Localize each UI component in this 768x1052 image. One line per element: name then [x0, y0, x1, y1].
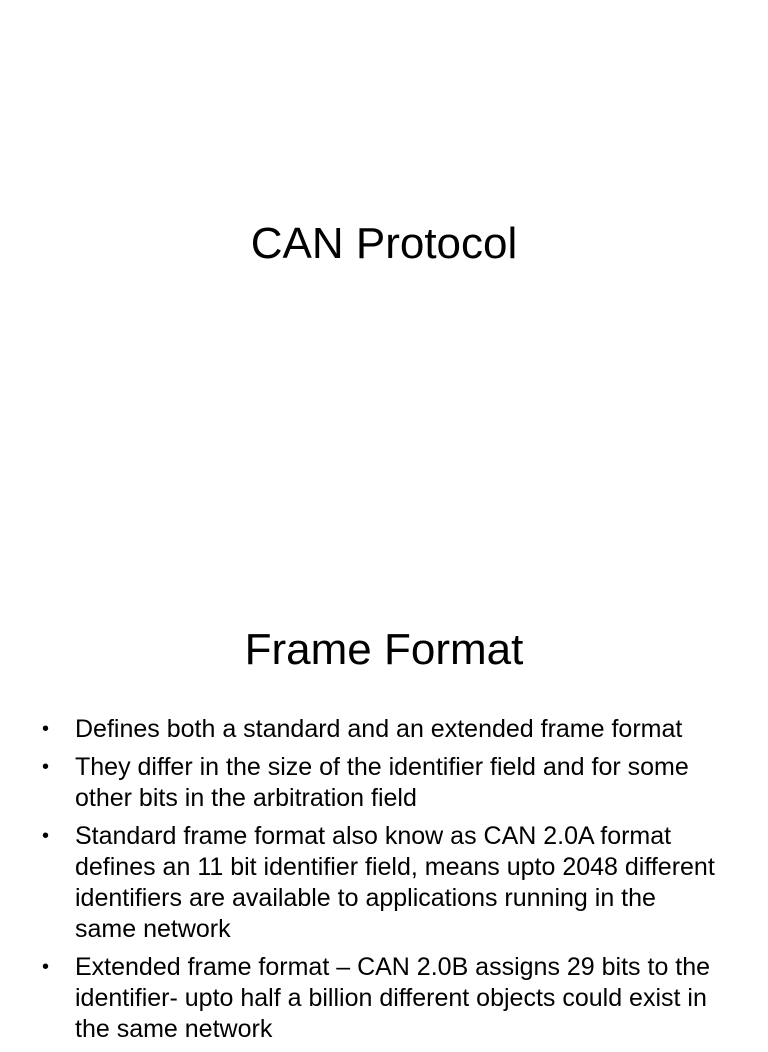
bullet-icon: • — [42, 956, 50, 978]
bullet-text: Standard frame format also know as CAN 2.0A format defines an 11 bit identifier field, means upto 2048 different identifiers are available to applications running in the same network — [75, 822, 715, 943]
slide-title: CAN Protocol — [250, 219, 518, 268]
bullet-item — [40, 752, 720, 814]
bullet-icon: • — [42, 756, 50, 778]
bullet-icon: • — [42, 718, 50, 740]
slide-title: Frame Format — [244, 625, 524, 674]
bullet-item — [40, 821, 720, 945]
bullet-item — [40, 952, 720, 1045]
bullet-text: They differ in the size of the identifier field and for some other bits in the arbitration field — [75, 753, 689, 812]
slide-frame-format — [0, 512, 768, 1043]
bullet-icon: • — [42, 825, 50, 847]
bullet-text: Defines both a standard and an extended frame format — [75, 715, 683, 743]
bullet-text: Extended frame format – CAN 2.0B assigns 29 bits to the identifier- upto half a billion different objects could exist in the same network — [75, 953, 711, 1043]
bullet-list — [40, 714, 720, 1052]
slide-can-protocol — [0, 0, 768, 512]
bullet-item — [40, 714, 720, 745]
